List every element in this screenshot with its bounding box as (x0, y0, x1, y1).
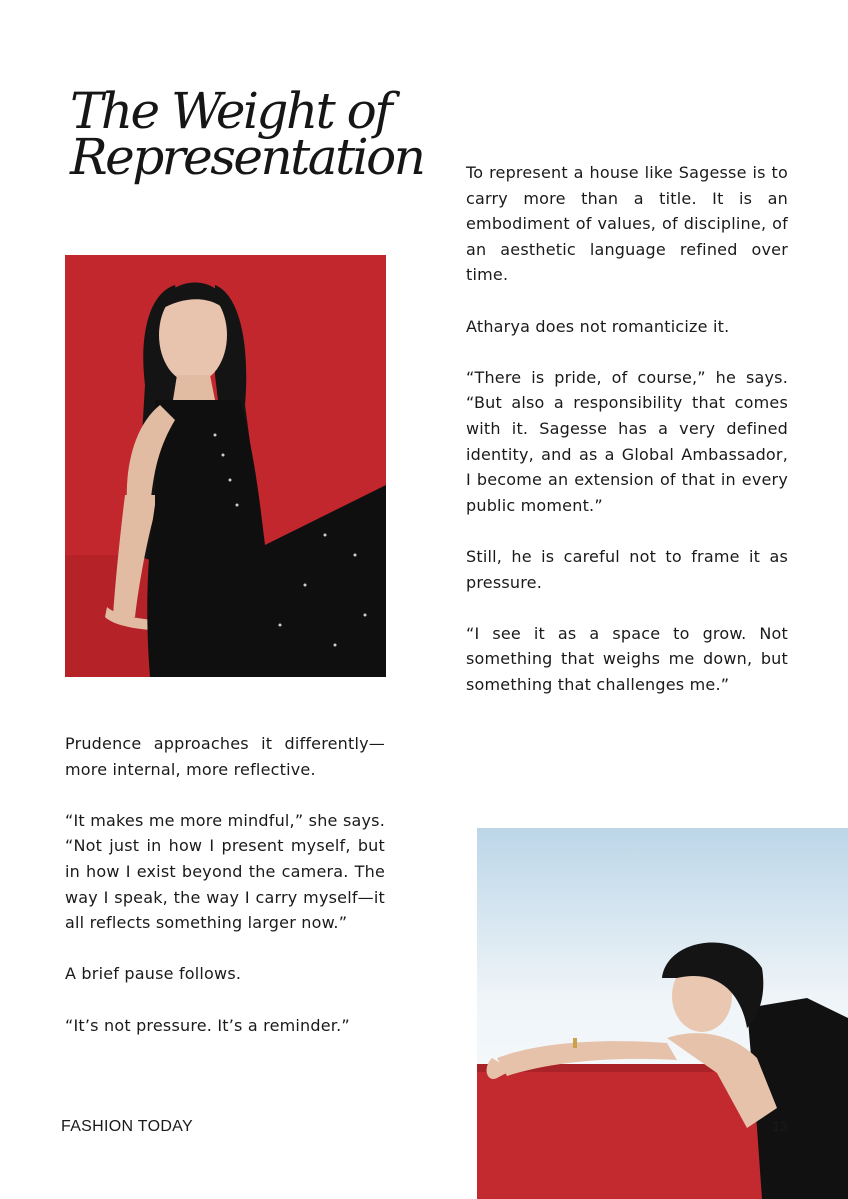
paragraph: “It makes me more mindful,” she says. “Not just in how I present myself, but in how I exist beyond the camera. The way I speak, the way I carry myself—it all reflects something larger now.” (65, 810, 385, 933)
title-line-1: The Weight of (70, 82, 391, 140)
paragraph: Still, he is careful not to frame it as pressure. (466, 546, 788, 592)
article-title (70, 82, 424, 186)
woman-black-dress-illustration (65, 255, 386, 677)
paragraph: To represent a house like Sagesse is to carry more than a title. It is an embodiment of values, of discipline, of an aesthetic language refined over time. (466, 163, 788, 285)
publication-name: FASHION TODAY (61, 1118, 193, 1135)
portrait-photo-sky-backdrop (477, 828, 848, 1199)
title-line-2: Representation (70, 128, 424, 186)
paragraph: “I see it as a space to grow. Not something that weighs me down, but something that challenges me.” (466, 623, 788, 694)
article-body-left (65, 731, 385, 1064)
page-number: 13 (772, 1118, 788, 1134)
paragraph: Prudence approaches it differently—more internal, more reflective. (65, 734, 385, 779)
portrait-photo-red-backdrop (65, 255, 386, 677)
article-body-right (466, 160, 788, 723)
paragraph: “There is pride, of course,” he says. “But also a responsibility that comes with it. Sagesse has a very defined identity, and as a Global Ambassador, I become an extension of that in every public moment.” (466, 367, 788, 515)
paragraph: “It’s not pressure. It’s a reminder.” (65, 1015, 350, 1035)
paragraph: A brief pause follows. (65, 964, 242, 984)
paragraph: Atharya does not romanticize it. (466, 316, 730, 336)
man-leaning-on-red-block-illustration (477, 828, 848, 1199)
